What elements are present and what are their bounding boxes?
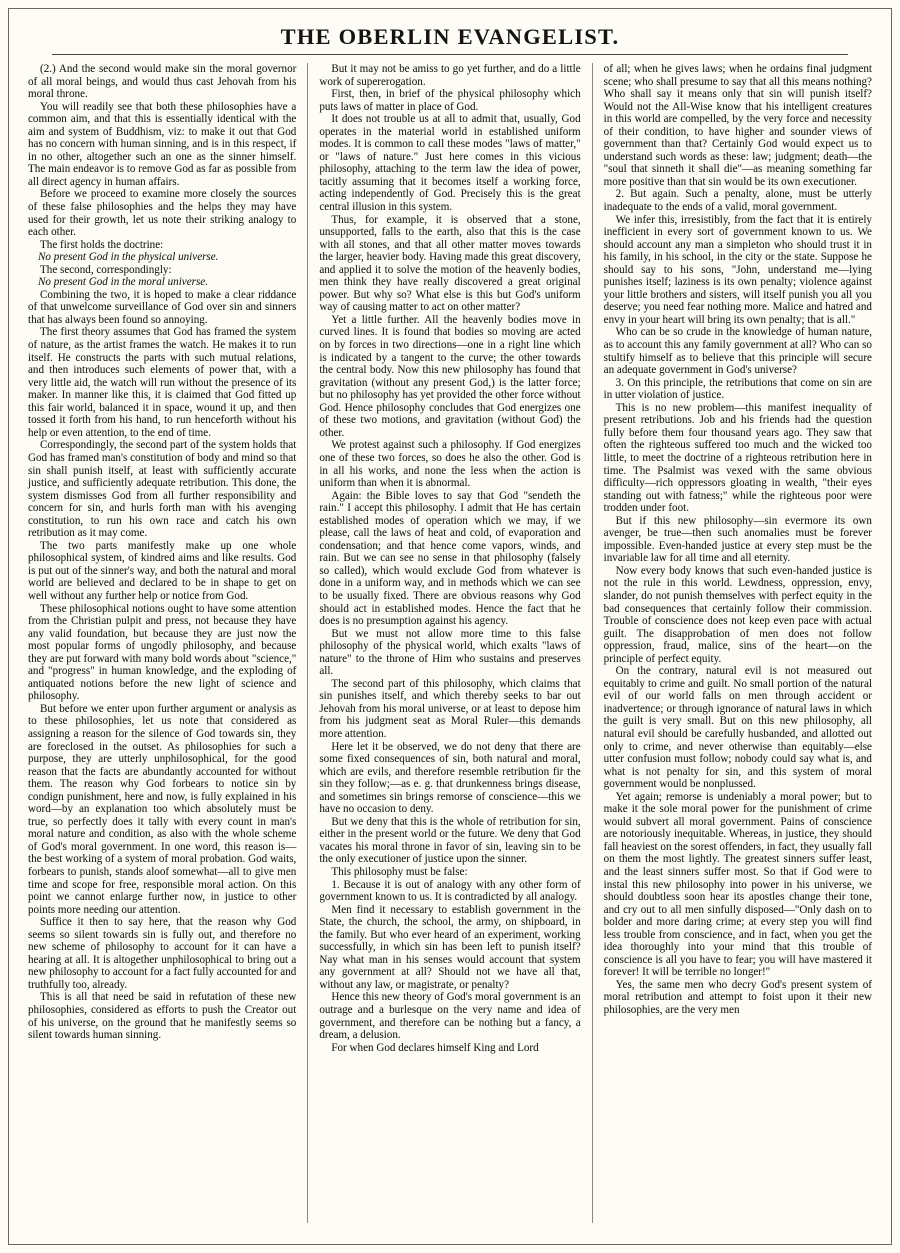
paragraph: Combining the two, it is hoped to make a clear riddance of that unwelcome surveillance of God over sin and sinners that has always been found so annoying. xyxy=(28,288,297,326)
paragraph: Again: the Bible loves to say that God "sendeth the rain." I accept this philosophy. I admit that He has certain established modes of operation which we may, if we please, call the laws of heat and cold, of evaporation and condensation; and that hence come vapors, winds, and rain. But we can see no sense in that philosophy (falsely so called), which would exclude God from whatever is done in a uniform way, and in methods which we can see to be usually fixed. There are obvious reasons why God should act in established modes. Hence the fact that he does is no presumption against his agency. xyxy=(319,489,581,628)
paragraph: 1. Because it is out of analogy with any other form of government known to us. It is contradicted by all analogy. xyxy=(319,878,581,904)
masthead-rule xyxy=(52,54,848,55)
paragraph: The first holds the doctrine: xyxy=(40,238,164,251)
page-title: THE OBERLIN EVANGELIST. xyxy=(280,24,620,49)
paragraph: Yet again; remorse is undeniably a moral power; but to make it the sole moral power for the punishment of crime would subvert all moral government. Pains of conscience are notoriously inequitable. Whereas, in justice, they should fall heaviest on the sorest offenders, in fact, they usually fall on them the most lightly. The greatest sinners suffer least, and the least sinners suffer most. So that if God were to instal this new philosophy into power in his universe, we should doubtless soon hear its apostles change their tone, and cry out to all men sinfully disposed—"Only dash on to bolder and more daring crime; at every step you will find less trouble from conscience, and in fact, when you get the idea thoroughly into your mind that this trouble of conscience is all you have to fear; you will have mastered it forever! It will be terrible no longer!" xyxy=(603,790,872,979)
paragraph: Who can be so crude in the knowledge of human nature, as to account this any family government at all? Who can so stultify himself as to believe that this principle will secure an adequate government in God's universe? xyxy=(603,326,872,377)
paragraph: Yes, the same men who decry God's present system of moral retribution and attempt to foist upon it their new philosophies, are the very men xyxy=(603,978,872,1017)
paragraph: The second, correspondingly: xyxy=(40,263,172,276)
doctrine-line: No present God in the physical universe. xyxy=(38,251,219,264)
paragraph: This is no new problem—this manifest inequality of present retributions. Job and his friends had the question fully before them four thousand years ago. They saw that often the righteous suffered too much and the wicked too little, to meet the doctrine of a righteous retribution here in time. The Psalmist was vexed with the same obvious difficulty—rich oppressors gloating in wealth, "their eyes standing out with fatness;" while the righteous poor were trodden under foot. xyxy=(603,401,872,515)
paragraph: Suffice it then to say here, that the reason why God seems so silent towards sin is fully out, and therefore no new scheme of philosophy to account for it can have a hearing at all. It is altogether unphilosophical to bring out a new philosophy to account for a fact fully accounted for and truthfully too, already. xyxy=(28,916,297,991)
paragraph: On the contrary, natural evil is not measured out equitably to crime and guilt. No small portion of the natural evil of our world falls on men through accident or inadvertence; or through ignorance of natural laws in which the guilt is very small. But on this new philosophy, all natural evil should be carefully husbanded, and allotted out only to crime, and never otherwise than equitably—else utter confusion must follow; nobody could say what is, and what is not penalty for sin, and this system of moral government would be nonplussed. xyxy=(603,665,872,791)
paragraph: (2.) And the second would make sin the moral governor of all moral beings, and would thus cast Jehovah from his moral throne. xyxy=(28,63,297,101)
paragraph: This philosophy must be false: xyxy=(331,866,468,878)
paragraph: 3. On this principle, the retributions that come on sin are in utter violation of justice. xyxy=(603,376,872,402)
paragraph: 2. But again. Such a penalty, alone, must be utterly inadequate to the ends of a valid, moral government. xyxy=(603,188,872,214)
paragraph: of all; when he gives laws; when he ordains final judgment scene; who shall presume to say that all this means nothing? Who shall say it means only that sin will punish itself? Would not the All-Wise know that his intelligent creatures in this world are compelled, by the very force and necessity of their condition, to have higher and sounder views of government than that? Certainly God would expect us to understand such words as these: law; judgment; death—the "soul that sinneth it shall die"—as meaning something far more positive than that sin would be its own executioner. xyxy=(603,63,872,188)
column-2 xyxy=(307,63,592,1223)
paragraph: You will readily see that both these philosophies have a common aim, and that this is essentially identical with the aim and system of Buddhism, viz: to make it out that God has no concern with human sinning, and is in this respect, if in no other, altogether such an one as the sinner himself. The main endeavor is to remove God as far as possible from all direct agency in human affairs. xyxy=(28,100,297,188)
paragraph: Now every body knows that such even-handed justice is not the rule in this world. Lewdness, oppression, envy, slander, do not punish themselves with perfect equity in the bad consequences that certainly follow their commission. Trouble of conscience does not keep even pace with actual guilt. The disapprobation of men does not follow oppression, fraud, malice, sins of the heart—on the principle of perfect equity. xyxy=(603,564,872,665)
paragraph: But we deny that this is the whole of retribution for sin, either in the present world or the future. We deny that God vacates his moral throne in favor of sin, leaving sin to be the only executioner of justice upon the sinner. xyxy=(319,815,581,866)
paragraph: First, then, in brief of the physical philosophy which puts laws of matter in place of God. xyxy=(319,88,581,113)
paragraph: The second part of this philosophy, which claims that sin punishes itself, and which thereby seeks to bar out Jehovah from his moral universe, or at least to depose him from his judgment seat as Moral Ruler—this demands more attention. xyxy=(319,677,581,740)
paragraph: It does not trouble us at all to admit that, usually, God operates in the material world in established uniform modes. It is common to call these modes "laws of matter," or "laws of nature." Just here comes in this vicious philosophy, attaching to the term law the idea of power, tacitly assuming that it becomes itself a working force, acting independently of God. Precisely this is the great central illusion in this system. xyxy=(319,113,581,214)
column-3 xyxy=(593,63,878,1223)
paragraph: For when God declares himself King and Lord xyxy=(331,1041,539,1054)
paragraph: But if this new philosophy—sin evermore its own avenger, be true—then such anomalies must be forever impossible. Even-handed justice at every step must be the invariable law for all time and all eternity. xyxy=(603,514,872,565)
paragraph: But before we enter upon further argument or analysis as to these philosophies, let us note that considered as assigning a reason for the silence of God towards sin, they are foreclosed in the outset. As philosophies for such a purpose, they are utterly unphilosophical, for the good reason that the facts are abundantly accounted for without them. The reason why God forbears to notice sin by condign punishment, here and now, is fully explained in his word—by an explanation too which absolutely must be true, so perfectly does it tally with every count in man's moral nature and condition, as also with the whole scheme of God's moral government. In one word, this reason is—the best working of a system of moral probation. God waits, forbears to punish, stands aloof somewhat—all to give men time and scope for free, responsible moral action. On this point we cannot enlarge further now, in justice to other points more needing our attention. xyxy=(28,702,297,916)
paragraph: Yet a little further. All the heavenly bodies move in curved lines. It is found that bodies so moving are acted on by forces in two directions—one in a right line which is indicated by a tangent to the curve; the other towards the central body. Now this new philosophy has found that gravitation (without any present God,) is the latter force; but no philosophy has yet provided the other force without God. Hence philosophy concludes that God energizes one of these two motions, and gravitation (without God) the other. xyxy=(319,313,581,439)
article-columns xyxy=(22,63,878,1223)
doctrine-line: No present God in the moral universe. xyxy=(38,276,208,289)
paragraph: Correspondingly, the second part of the system holds that God has framed man's constitution of body and mind so that sin shall punish itself, at least with sufficiently accurate justice, and sufficiently adequate retribution. This done, the system dismisses God from all further responsibility and concern for sin, and hurls forth man with his avenging constitution, to run his own race and catch his own retribution as it may come. xyxy=(28,439,297,540)
paragraph: Here let it be observed, we do not deny that there are some fixed consequences of sin, both natural and moral, which are evils, and therefore resemble retribution fir the sin they follow;—as e. g. that drunkenness brings disease, and sometimes sin brings remorse of conscience—this we have no occasion to deny. xyxy=(319,740,581,816)
paragraph: We protest against such a philosophy. If God energizes one of these two forces, so does he also the other. God is in all his works, and none the less when the action is uniform than when it is abnormal. xyxy=(319,439,581,490)
paragraph: But we must not allow more time to this false philosophy of the physical world, which exalts "laws of nature" to the throne of Him who sustains and preserves all. xyxy=(319,627,581,678)
paragraph: The first theory assumes that God has framed the system of nature, as the artist frames the watch. He makes it to run itself. He constructs the parts with such mutual relations, and then introduces such elements of power that, with a very little aid, the watch will run without the presence of its maker. In manner like this, it is claimed that God fitted up this fair world, balanced it in space, wound it up, and then tossed it forth from his hand, to run henceforth without his help or even attention, to the end of time. xyxy=(28,326,297,439)
paragraph: Before we proceed to examine more closely the sources of these false philosophies and the helps they may have used for their growth, let us note their striking analogy to each other. xyxy=(28,188,297,239)
paragraph: This is all that need be said in refutation of these new philosophies, considered as efforts to push the Creator out of his universe, on the ground that he manifestly seems so silent towards human sinning. xyxy=(28,991,297,1042)
paragraph: The two parts manifestly make up one whole philosophical system, of kindred aims and like results. God is put out of the sinner's way, and both the natural and moral world are believed and declared to be in shape to get on well without any further help or notice from God. xyxy=(28,539,297,602)
paragraph: Men find it necessary to establish government in the State, the church, the school, the army, on shipboard, in the family. But who ever heard of an experiment, working successfully, in which sin has been left to punish itself? Nay what man in his senses would account that system any government at all? Should not we have all that, without any law, or magistrate, or penalty? xyxy=(319,903,581,991)
paragraph: These philosophical notions ought to have some attention from the Christian pulpit and press, not because they have any valid foundation, but because they are just now the most popular forms of ungodly philosophy, and because they are put forward with many bold words about "science," and "progress" in human knowledge, and the exploding of antiquated notions before the new light of science and philosophy. xyxy=(28,602,297,703)
paragraph: We infer this, irresistibly, from the fact that it is entirely inefficient in every sort of government known to us. We should account any man a simpleton who should trust it in his family, in his school, in the city or the state. Suppose he should say to his sons, "John, understand me—lying punishes itself; laziness is its own penalty; violence against your little brothers and sisters, will itself punish you all you deserve; you need fear nothing more. Malice and hatred and envy in your heart will bring its own penalty; that is all." xyxy=(603,213,872,326)
paragraph: Hence this new theory of God's moral government is an outrage and a burlesque on the very name and idea of government, and therefore can be nothing but a fancy, a dream, a delusion. xyxy=(319,991,581,1042)
paragraph: But it may not be amiss to go yet further, and do a little work of supererogation. xyxy=(319,63,581,88)
paragraph: Thus, for example, it is observed that a stone, unsupported, falls to the earth, also that this is the case with all stones, and that all other matter moves towards the larger, heavier body. Having made this great discovery, and applied it to solve the motion of the heavenly bodies, men think they have really discovered a great original power. But why so? What else is this but God's uniform way of causing matter to act on other matter? xyxy=(319,213,581,314)
column-1 xyxy=(22,63,307,1223)
